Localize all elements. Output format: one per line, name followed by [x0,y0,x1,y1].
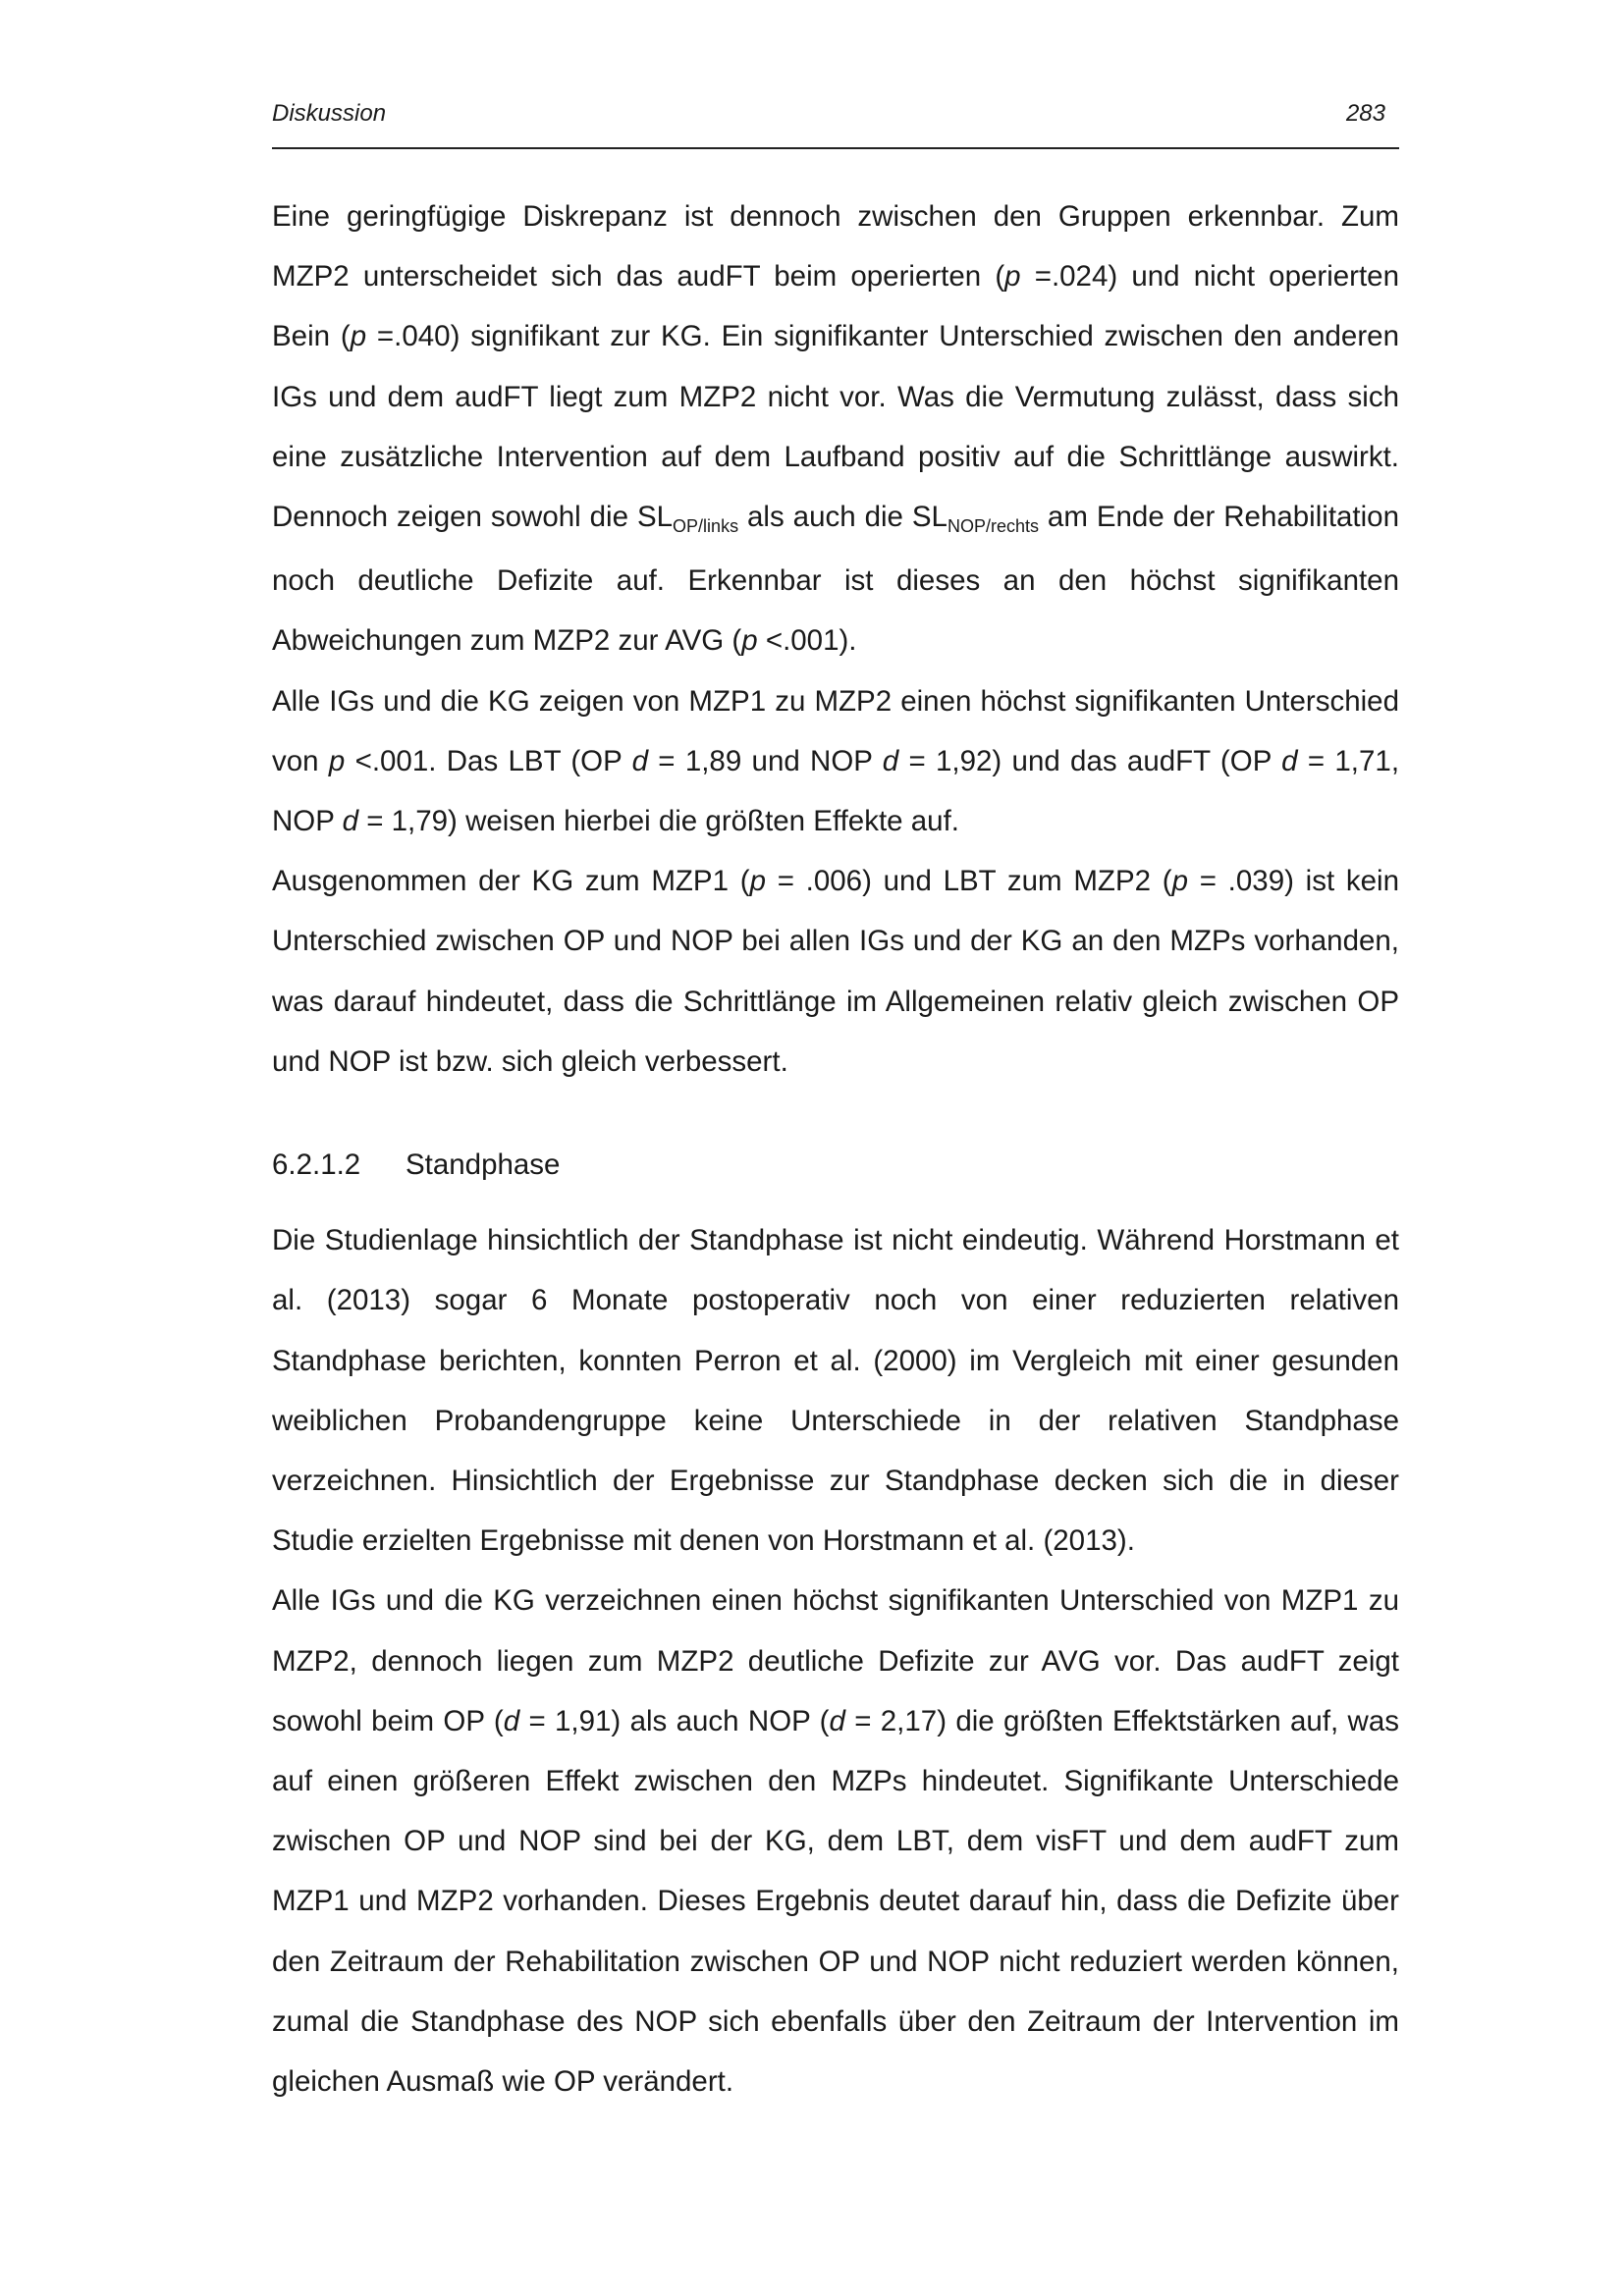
italic-symbol: d [342,805,359,838]
italic-symbol: d [1281,744,1298,777]
running-header [272,98,1399,149]
text-run: = 2,17) die größten Effektstärken auf, was auf einen größeren Effekt zwischen den MZPs hindeutet. Signifikante Unterschiede zwischen OP und NOP sind bei der KG, dem LBT, dem visFT und dem audFT zum MZP1 und MZP2 vorhanden. Dieses Ergebnis deutet darauf hin, dass die Defizite über den Zeitraum der Rehabilitation zwischen OP und NOP nicht reduziert werden können, zumal die Standphase des NOP sich ebenfalls über den Zeitraum der Intervention im gleichen Ausmaß wie OP verändert. [272,1704,1399,2099]
text-run: Alle IGs und die KG zeigen von MZP1 zu MZP2 einen höchst signifikanten Unterschied von [272,684,1399,777]
subscript: NOP/rechts [947,516,1039,537]
italic-symbol: d [829,1704,845,1737]
page-number: 283 [1345,100,1385,127]
paragraph-schrittlaenge-diskrepanz [272,187,1399,671]
section-number: 6.2.1.2 [272,1148,361,1182]
text-run: Eine geringfügige Diskrepanz ist dennoch zwischen den Gruppen erkennbar. Zum MZP2 unterscheidet sich das audFT beim operierten ( [272,200,1399,294]
text-run: = .039) ist kein Unterschied zwischen OP und NOP bei allen IGs und der KG an den MZPs vorhanden, was darauf hindeutet, dass die Schrittlänge im Allgemeinen relativ gleich zwischen OP und NOP ist bzw. sich gleich verbessert. [272,865,1400,1078]
chapter-title: Diskussion [272,100,387,127]
italic-symbol: d [631,744,648,777]
text-run: am Ende der Rehabilitation noch deutliche Defizite auf. Erkennbar ist dieses an den höchst signifikanten Abweichungen zum MZP2 zur AVG ( [272,501,1399,658]
text-run: =.024) und nicht operierten Bein ( [272,260,1399,353]
section-title: Standphase [406,1148,561,1182]
italic-symbol: p [1171,865,1188,898]
paragraph-schrittlaenge-op-nop [272,851,1399,1092]
text-run: <.001. Das LBT (OP [345,744,632,777]
text-run: = 1,92) und das audFT (OP [898,744,1282,777]
text-run: = 1,91) als auch NOP ( [519,1704,830,1737]
paragraph-standphase-ergebnisse [272,1571,1399,2111]
italic-symbol: p [749,865,766,898]
italic-symbol: p [350,320,367,353]
body-text [272,187,1399,2111]
text-run: als auch die SL [738,501,947,534]
italic-symbol: d [882,744,899,777]
italic-symbol: p [1004,260,1021,294]
italic-symbol: p [741,624,758,658]
paragraph-schrittlaenge-effekte [272,671,1399,852]
text-run: =.040) signifikant zur KG. Ein signifikanter Unterschied zwischen den anderen IGs und dem audFT liegt zum MZP2 nicht vor. Was die Vermutung zulässt, dass sich eine zusätzliche Intervention auf dem Laufband positiv auf die Schrittlänge auswirkt. Dennoch zeigen sowohl die SL [272,320,1399,534]
section-heading [272,1135,1399,1195]
text-run: Ausgenommen der KG zum MZP1 ( [272,865,750,898]
text-run: = .006) und LBT zum MZP2 ( [765,865,1172,898]
subscript: OP/links [673,516,739,537]
text-run: = 1,71, NOP [272,744,1400,838]
section-spacer [272,1092,1399,1135]
text-run: Die Studienlage hinsichtlich der Standphase ist nicht eindeutig. Während Horstmann et al. (2013) sogar 6 Monate postoperativ noch von einer reduzierten relativen Standphase berichten, konnten Perron et al. (2000) im Vergleich mit einer gesunden weiblichen Probandengruppe keine Unterschiede in der relativen Standphase verzeichnen. Hinsichtlich der Ergebnisse zur Standphase decken sich die in dieser Studie erzielten Ergebnisse mit denen von Horstmann et al. (2013). [272,1224,1399,1558]
italic-symbol: d [503,1704,520,1737]
text-run: Alle IGs und die KG verzeichnen einen höchst signifikanten Unterschied von MZP1 zu MZP2, dennoch liegen zum MZP2 deutliche Defizite zur AVG vor. Das audFT zeigt sowohl beim OP ( [272,1584,1399,1737]
italic-symbol: p [328,744,346,777]
text-run: <.001). [757,624,857,658]
text-run: = 1,89 und NOP [648,744,883,777]
text-run: = 1,79) weisen hierbei die größten Effekte auf. [358,805,959,838]
paragraph-standphase-studienlage [272,1210,1399,1571]
